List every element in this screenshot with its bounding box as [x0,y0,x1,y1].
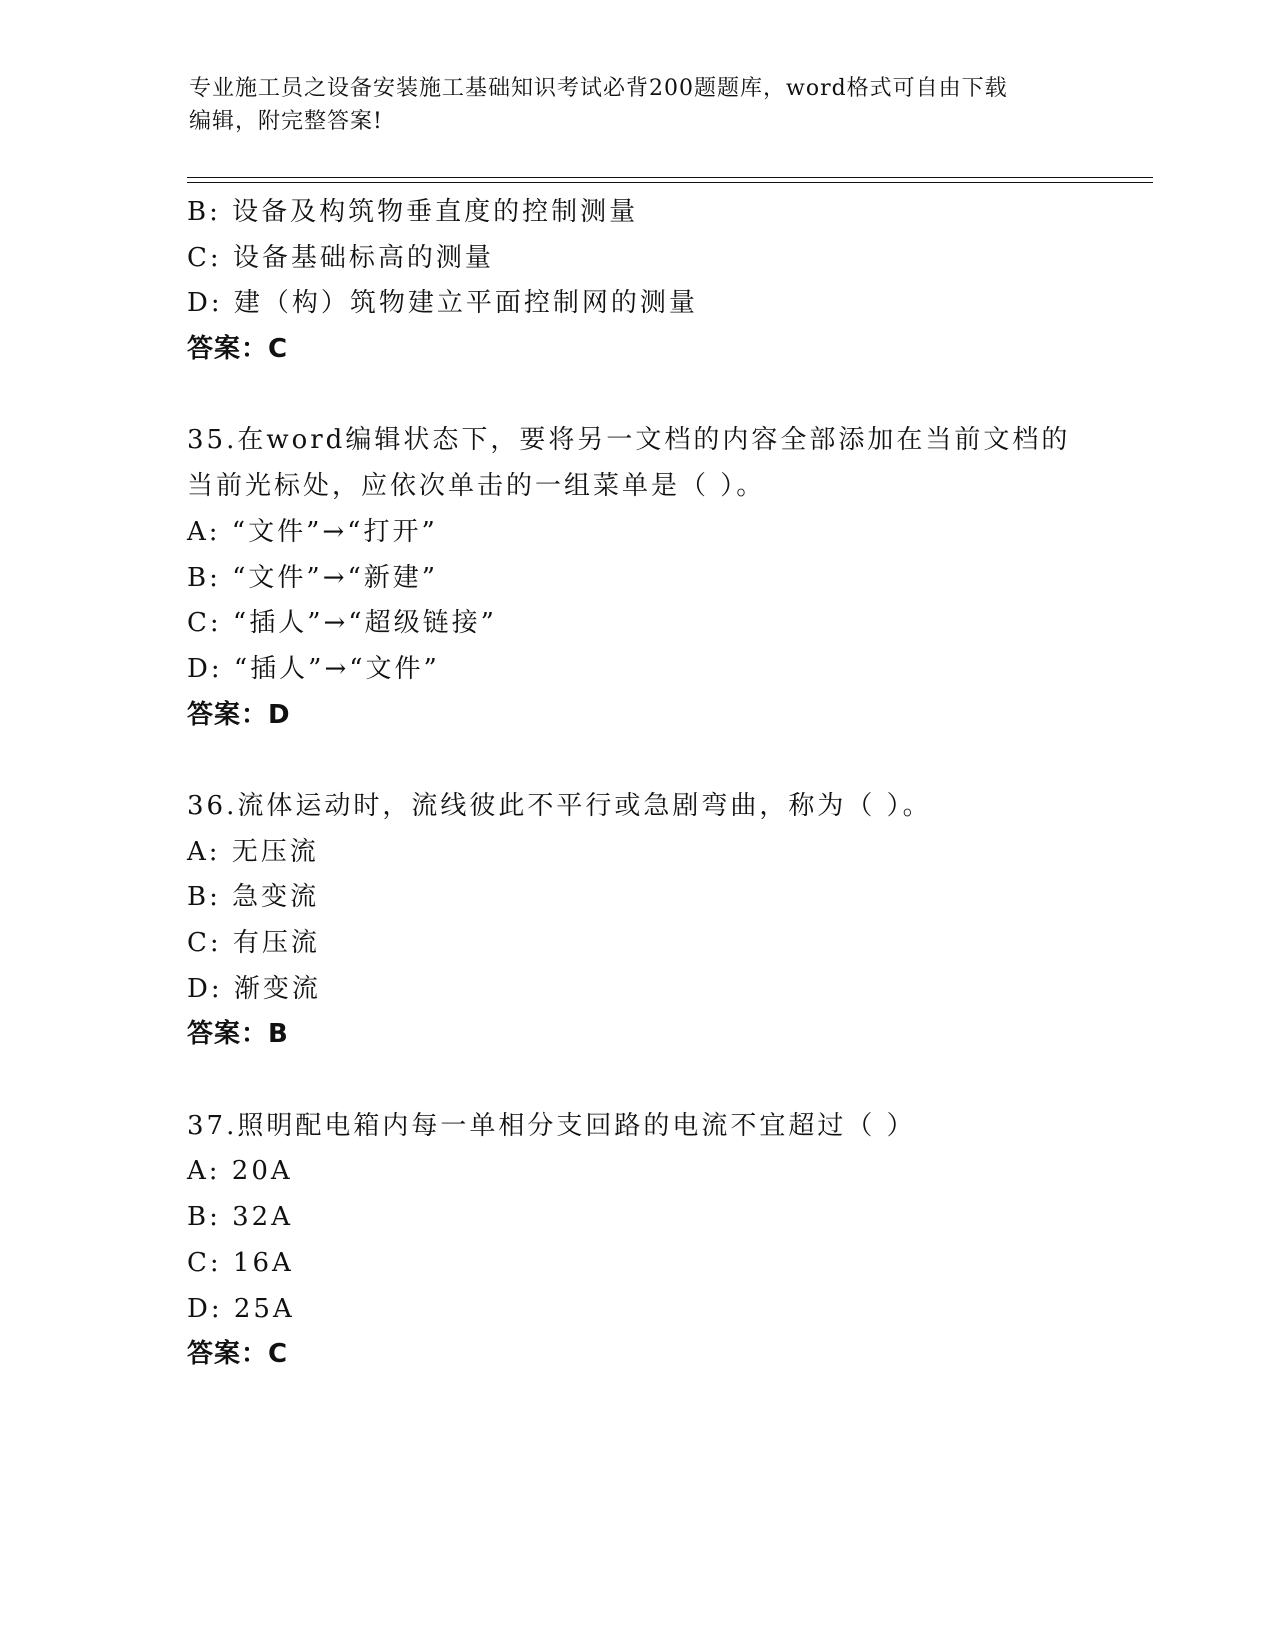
header-rule-top [187,177,1153,178]
answer: 答案：C [187,334,289,365]
option-d: D: 渐变流 [187,973,321,1004]
header-line-2: 编辑，附完整答案! [189,109,383,134]
question-text-line-1: 35.在word编辑状态下，要将另一文档的内容全部添加在当前文档的 [187,425,1071,456]
header-rule-bottom [187,182,1153,183]
question-list [187,190,1117,1378]
question-text-line-2: 当前光标处，应依次单击的一组菜单是（ ）。 [187,471,766,502]
option-a: A: 无压流 [187,836,319,867]
option-c: C: “插人”→“超级链接” [187,608,497,639]
spacer [187,1058,1117,1104]
question-text: 36.流体运动时，流线彼此不平行或急剧弯曲，称为（ ）。 [187,790,932,821]
question-36 [187,784,1117,1058]
answer: 答案：B [187,1019,289,1050]
spacer [187,373,1117,419]
answer: 答案：D [187,699,291,730]
question-34-tail [187,190,1117,373]
answer: 答案：C [187,1339,289,1370]
option-c: C: 设备基础标高的测量 [187,242,494,273]
option-a: A: “文件”→“打开” [187,516,438,547]
option-d: D: “插人”→“文件” [187,653,440,684]
option-b: B: 设备及构筑物垂直度的控制测量 [187,197,639,227]
header-line-1: 专业施工员之设备安装施工基础知识考试必背200题题库，word格式可自由下载 [189,76,1008,101]
question-text: 37.照明配电箱内每一单相分支回路的电流不宜超过（ ） [187,1110,916,1141]
option-c: C: 16A [187,1247,294,1278]
question-35 [187,418,1117,738]
option-d: D: 25A [187,1293,295,1324]
option-d: D: 建（构）筑物建立平面控制网的测量 [187,288,698,319]
option-b: B: “文件”→“新建” [187,562,439,593]
option-c: C: 有压流 [187,928,320,958]
option-b: B: 急变流 [187,882,320,913]
option-a: A: 20A [187,1156,293,1187]
option-b: B: 32A [187,1202,293,1233]
question-37 [187,1104,1117,1378]
spacer [187,738,1117,784]
document-header [189,72,1089,138]
